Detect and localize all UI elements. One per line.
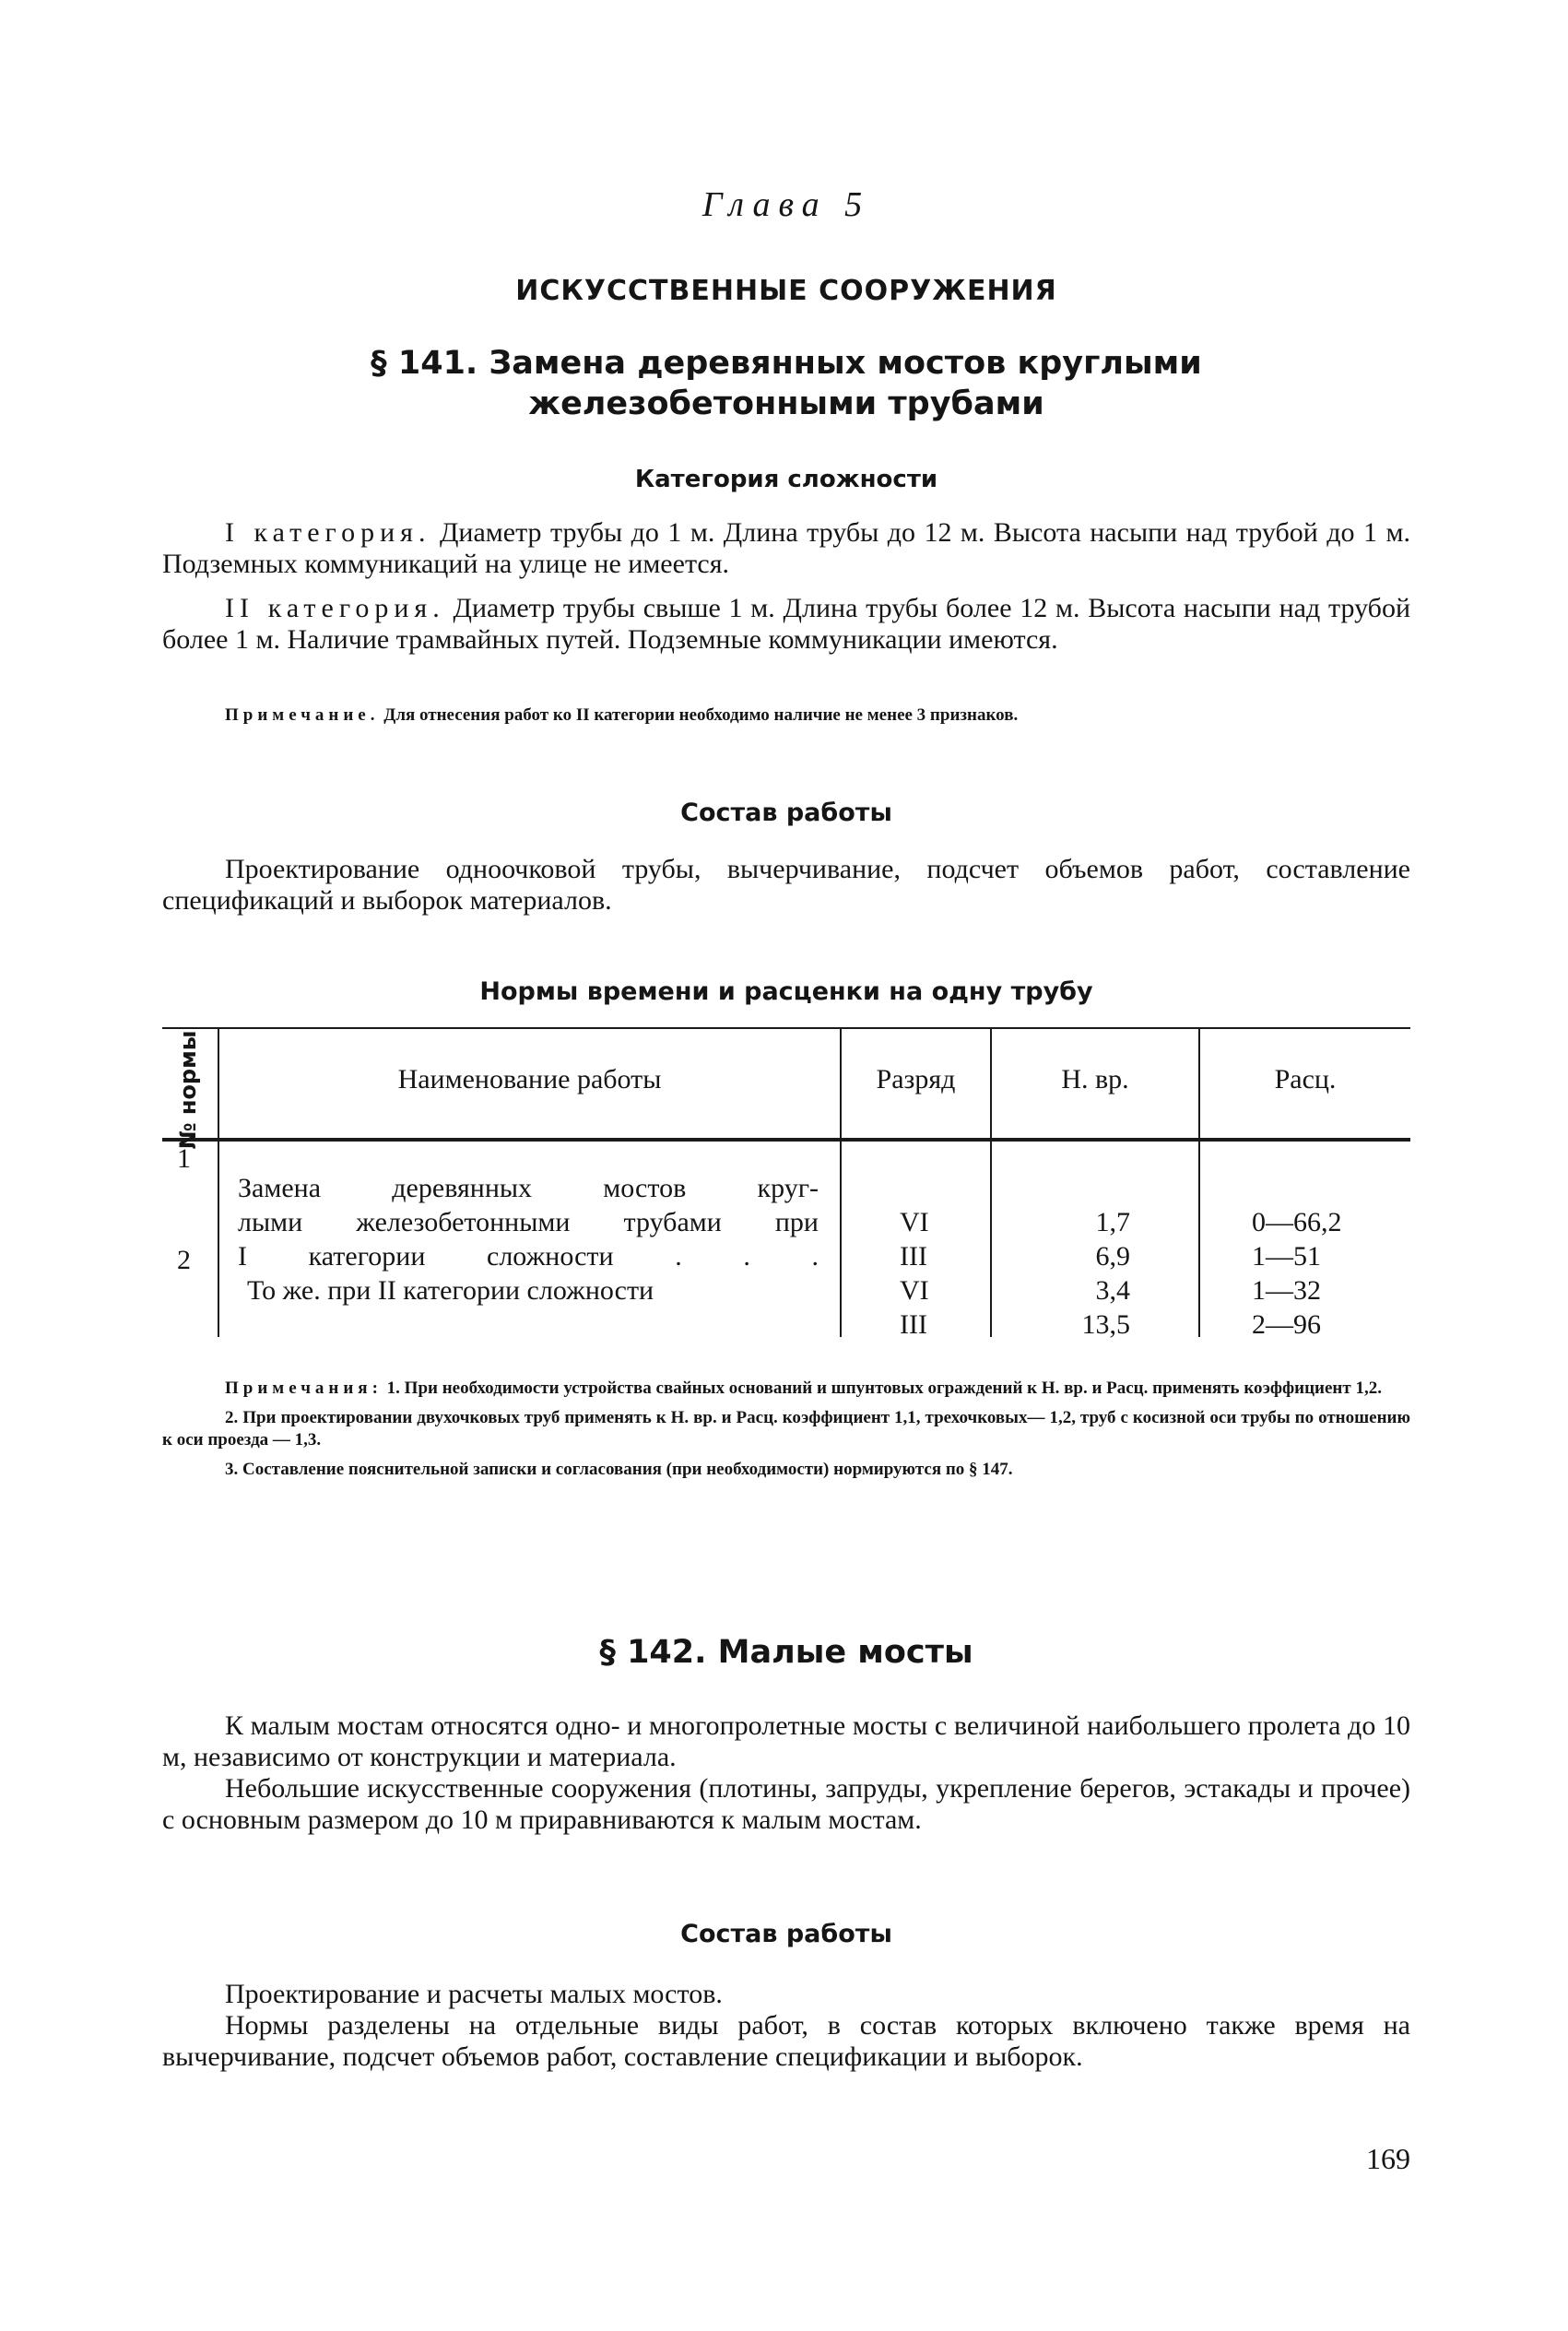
- table-times: [1066, 1205, 1130, 1342]
- section-141-heading: [162, 343, 1410, 424]
- grade-cell: VI: [900, 1207, 929, 1237]
- work-scope-text-141: Проектирование одноочковой трубы, вычерчивание, подсчет объемов работ, составление спецификаций и выборок материалов.: [162, 854, 1410, 916]
- table-header-rule-2: [162, 1140, 1410, 1142]
- category-note: [162, 704, 1410, 727]
- category-note-label: Примечание.: [225, 705, 380, 725]
- grade-cell: VI: [900, 1275, 929, 1306]
- time-cell: 13,5: [1081, 1309, 1130, 1340]
- category-heading: Категория сложности: [634, 466, 938, 493]
- table-prices: [1252, 1205, 1342, 1342]
- table-notes: [162, 1378, 1410, 1488]
- category-1-label: I категория.: [225, 517, 431, 548]
- section-141-line1: § 141. Замена деревянных мостов круглыми: [371, 345, 1202, 382]
- norms-table-title: Нормы времени и расценки на одну трубу: [479, 977, 1093, 1006]
- table-note-3: 3. Составление пояснительной записки и согласования (при необходимости) нормируются по § 147.: [225, 1460, 1013, 1479]
- grade-cell: III: [900, 1241, 927, 1272]
- name-line: лыми железобетонными трубами при: [238, 1207, 819, 1237]
- time-cell: 6,9: [1095, 1241, 1130, 1272]
- section-141-line2: железобетонными трубами: [528, 385, 1044, 422]
- chapter-title: Глава 5: [701, 185, 871, 224]
- table-note-2: 2. При проектировании двухочковых труб применять к Н. вр. и Расц. коэффициент 1,1, трехочковых— 1,2, труб с косизной оси трубы по отношению к оси проезда — 1,3.: [162, 1408, 1410, 1449]
- document-page: [162, 0, 1410, 2331]
- table-top-rule: [162, 1027, 1410, 1029]
- work-scope-heading-142: Состав работы: [680, 1920, 892, 1948]
- section-142-paragraph-1: К малым мостам относятся одно- и многопролетные мосты с величиной наибольшего пролета до 10 м, независимо от конструкции и материала.: [162, 1710, 1410, 1772]
- col-header-grade: Разряд: [876, 1064, 956, 1095]
- table-notes-label: Примечания:: [225, 1378, 383, 1398]
- category-1-paragraph: [162, 517, 1410, 580]
- name-line: То же. при II категории сложности: [247, 1275, 654, 1306]
- row-number: 2: [177, 1245, 191, 1275]
- price-cell: 1—32: [1252, 1275, 1321, 1306]
- time-cell: 3,4: [1095, 1275, 1130, 1306]
- section-142-paragraph-2: Небольшие искусственные сооружения (плотины, запруды, укрепление берегов, эстакады и прочее) с основным размером до 10 м приравниваются к малым мостам.: [162, 1773, 1410, 1835]
- price-cell: 0—66,2: [1252, 1207, 1342, 1237]
- category-1-text: Диаметр трубы до 1 м. Длина трубы до 12 м. Высота насыпи над трубой до 1 м. Подземных коммуникаций на улице не имеется.: [162, 517, 1410, 579]
- work-scope-text-142-2: Нормы разделены на отдельные виды работ, в состав которых включено также время на вычерчивание, подсчет объемов работ, составление спецификации и выборок.: [162, 2010, 1410, 2072]
- col-header-price: Расц.: [1274, 1064, 1337, 1095]
- table-row-names: [238, 1171, 819, 1307]
- category-2-label: II категория.: [225, 593, 445, 623]
- section-title: ИСКУССТВЕННЫЕ СООРУЖЕНИЯ: [515, 275, 1057, 307]
- col-header-time: Н. вр.: [1061, 1064, 1129, 1095]
- price-cell: 2—96: [1252, 1309, 1321, 1340]
- work-scope-heading-141: Состав работы: [680, 799, 892, 827]
- table-grades: [900, 1205, 929, 1342]
- section-142-heading: § 142. Малые мосты: [599, 1634, 973, 1671]
- row-number: 1: [177, 1143, 191, 1174]
- norms-table: [162, 1027, 1410, 1340]
- work-scope-text-142-1: Проектирование и расчеты малых мостов.: [225, 1979, 723, 2009]
- table-note-1: [162, 1378, 1410, 1400]
- col-header-number: № нормы: [175, 1030, 201, 1150]
- table-note-1-text: 1. При необходимости устройства свайных оснований и шпунтовых ограждений к Н. вр. и Расц. применять коэффициент 1,2.: [382, 1378, 1382, 1398]
- price-cell: 1—51: [1252, 1241, 1321, 1272]
- category-2-text: Диаметр трубы свыше 1 м. Длина трубы более 12 м. Высота насыпи над трубой более 1 м. Наличие трамвайных путей. Подземные коммуникации имеются.: [162, 593, 1411, 655]
- name-line: I категории сложности . . .: [238, 1241, 819, 1272]
- category-note-text: Для отнесения работ ко II категории необходимо наличие не менее 3 признаков.: [379, 705, 1019, 725]
- grade-cell: III: [900, 1309, 927, 1340]
- col-header-name: Наименование работы: [397, 1064, 662, 1095]
- time-cell: 1,7: [1095, 1207, 1130, 1237]
- name-line: Замена деревянных мостов круг-: [238, 1173, 819, 1203]
- category-2-paragraph: [162, 593, 1410, 656]
- page-number: 169: [1366, 2142, 1410, 2175]
